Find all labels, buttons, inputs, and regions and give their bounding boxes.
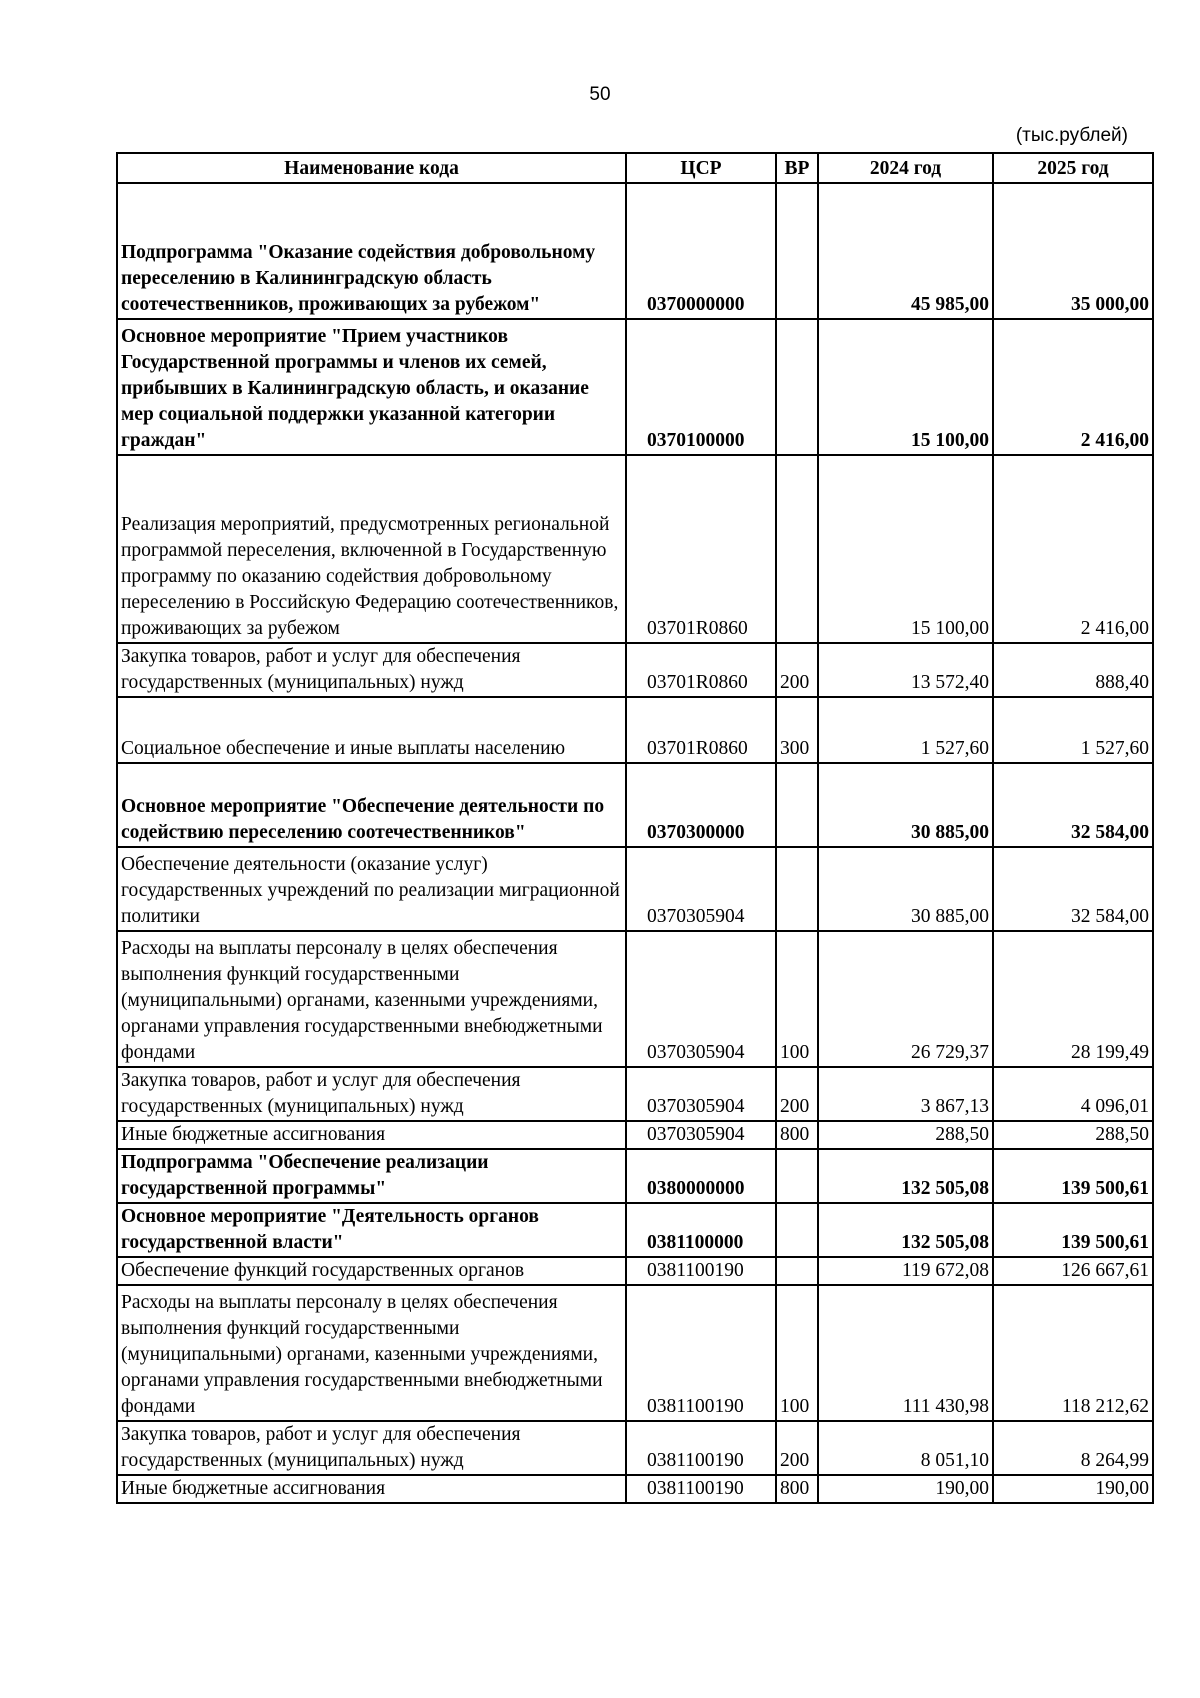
table-row [117,847,1153,931]
units-label: (тыс.рублей) [1015,125,1128,146]
table-row [117,1475,1153,1503]
cell-name: Социальное обеспечение и иные выплаты населению [117,697,626,763]
cell-csr: 0381100190 [626,1257,776,1285]
cell-csr: 03701R0860 [626,697,776,763]
cell-2025: 2 416,00 [993,455,1153,643]
cell-vr: 200 [776,1421,818,1475]
cell-vr [776,319,818,455]
cell-vr [776,183,818,319]
cell-name: Закупка товаров, работ и услуг для обеспечения государственных (муниципальных) нужд [117,1067,626,1121]
table-row [117,183,1153,319]
cell-name: Закупка товаров, работ и услуг для обеспечения государственных (муниципальных) нужд [117,1421,626,1475]
cell-2024: 13 572,40 [818,643,993,697]
cell-2024: 15 100,00 [818,319,993,455]
cell-2025: 190,00 [993,1475,1153,1503]
table-body [117,183,1153,1503]
cell-2025: 288,50 [993,1121,1153,1149]
cell-2024: 15 100,00 [818,455,993,643]
cell-2024: 3 867,13 [818,1067,993,1121]
cell-2025: 888,40 [993,643,1153,697]
cell-name: Основное мероприятие "Деятельность органов государственной власти" [117,1203,626,1257]
cell-2024: 8 051,10 [818,1421,993,1475]
cell-vr [776,847,818,931]
table-row [117,319,1153,455]
cell-name: Закупка товаров, работ и услуг для обеспечения государственных (муниципальных) нужд [117,643,626,697]
cell-csr: 0370305904 [626,1067,776,1121]
cell-vr: 100 [776,1285,818,1421]
table-header-row [117,153,1153,183]
cell-2025: 118 212,62 [993,1285,1153,1421]
cell-2024: 132 505,08 [818,1149,993,1203]
cell-2025: 32 584,00 [993,763,1153,847]
cell-name: Реализация мероприятий, предусмотренных региональной программой переселения, включенной в Государственную программу по оказанию содействия добровольному переселению в Российскую Федерацию соотечественников, проживающих за рубежом [117,455,626,643]
cell-vr [776,763,818,847]
cell-vr: 200 [776,1067,818,1121]
table-row [117,455,1153,643]
cell-csr: 0370000000 [626,183,776,319]
cell-2024: 30 885,00 [818,763,993,847]
cell-vr: 200 [776,643,818,697]
header-2025: 2025 год [993,153,1153,183]
cell-csr: 0370300000 [626,763,776,847]
cell-2024: 288,50 [818,1121,993,1149]
table-row [117,763,1153,847]
header-vr: ВР [776,153,818,183]
cell-2024: 45 985,00 [818,183,993,319]
cell-csr: 0370305904 [626,847,776,931]
cell-2024: 26 729,37 [818,931,993,1067]
table-row [117,1149,1153,1203]
cell-name: Подпрограмма "Обеспечение реализации государственной программы" [117,1149,626,1203]
cell-csr: 0381100190 [626,1285,776,1421]
cell-csr: 0381100190 [626,1475,776,1503]
header-2024: 2024 год [818,153,993,183]
cell-name: Подпрограмма "Оказание содействия добровольному переселению в Калининградскую область соотечественников, проживающих за рубежом" [117,183,626,319]
cell-name: Основное мероприятие "Обеспечение деятельности по содействию переселению соотечественников" [117,763,626,847]
cell-2025: 4 096,01 [993,1067,1153,1121]
cell-2025: 139 500,61 [993,1149,1153,1203]
table-row [117,1121,1153,1149]
cell-2024: 119 672,08 [818,1257,993,1285]
cell-name: Иные бюджетные ассигнования [117,1475,626,1503]
cell-vr [776,1203,818,1257]
cell-vr: 800 [776,1475,818,1503]
cell-vr [776,1149,818,1203]
cell-name: Иные бюджетные ассигнования [117,1121,626,1149]
cell-2025: 35 000,00 [993,183,1153,319]
cell-csr: 0381100190 [626,1421,776,1475]
cell-csr: 0381100000 [626,1203,776,1257]
cell-2024: 1 527,60 [818,697,993,763]
budget-table [116,152,1154,1504]
header-csr: ЦСР [626,153,776,183]
cell-2025: 8 264,99 [993,1421,1153,1475]
table-row [117,697,1153,763]
cell-csr: 0370305904 [626,931,776,1067]
cell-name: Расходы на выплаты персоналу в целях обеспечения выполнения функций государственными (муниципальными) органами, казенными учреждениями, органами управления государственными внебюджетными фондами [117,1285,626,1421]
cell-vr [776,455,818,643]
page-number: 50 [589,84,611,105]
cell-2024: 111 430,98 [818,1285,993,1421]
cell-csr: 0370305904 [626,1121,776,1149]
cell-vr [776,1257,818,1285]
cell-2025: 139 500,61 [993,1203,1153,1257]
cell-name: Расходы на выплаты персоналу в целях обеспечения выполнения функций государственными (муниципальными) органами, казенными учреждениями, органами управления государственными внебюджетными фондами [117,931,626,1067]
cell-csr: 03701R0860 [626,455,776,643]
table-row [117,1067,1153,1121]
cell-csr: 0370100000 [626,319,776,455]
cell-2024: 30 885,00 [818,847,993,931]
table-row [117,1257,1153,1285]
table-row [117,1203,1153,1257]
cell-name: Основное мероприятие "Прием участников Государственной программы и членов их семей, прибывших в Калининградскую область, и оказание мер социальной поддержки указанной категории граждан" [117,319,626,455]
cell-2025: 28 199,49 [993,931,1153,1067]
cell-vr: 800 [776,1121,818,1149]
cell-2025: 1 527,60 [993,697,1153,763]
cell-name: Обеспечение деятельности (оказание услуг) государственных учреждений по реализации миграционной политики [117,847,626,931]
cell-vr: 300 [776,697,818,763]
table-row [117,1421,1153,1475]
table-row [117,1285,1153,1421]
cell-2025: 126 667,61 [993,1257,1153,1285]
cell-2025: 32 584,00 [993,847,1153,931]
cell-2024: 190,00 [818,1475,993,1503]
cell-vr: 100 [776,931,818,1067]
table-row [117,643,1153,697]
cell-csr: 0380000000 [626,1149,776,1203]
header-name: Наименование кода [117,153,626,183]
cell-2024: 132 505,08 [818,1203,993,1257]
cell-csr: 03701R0860 [626,643,776,697]
cell-name: Обеспечение функций государственных органов [117,1257,626,1285]
cell-2025: 2 416,00 [993,319,1153,455]
table-row [117,931,1153,1067]
